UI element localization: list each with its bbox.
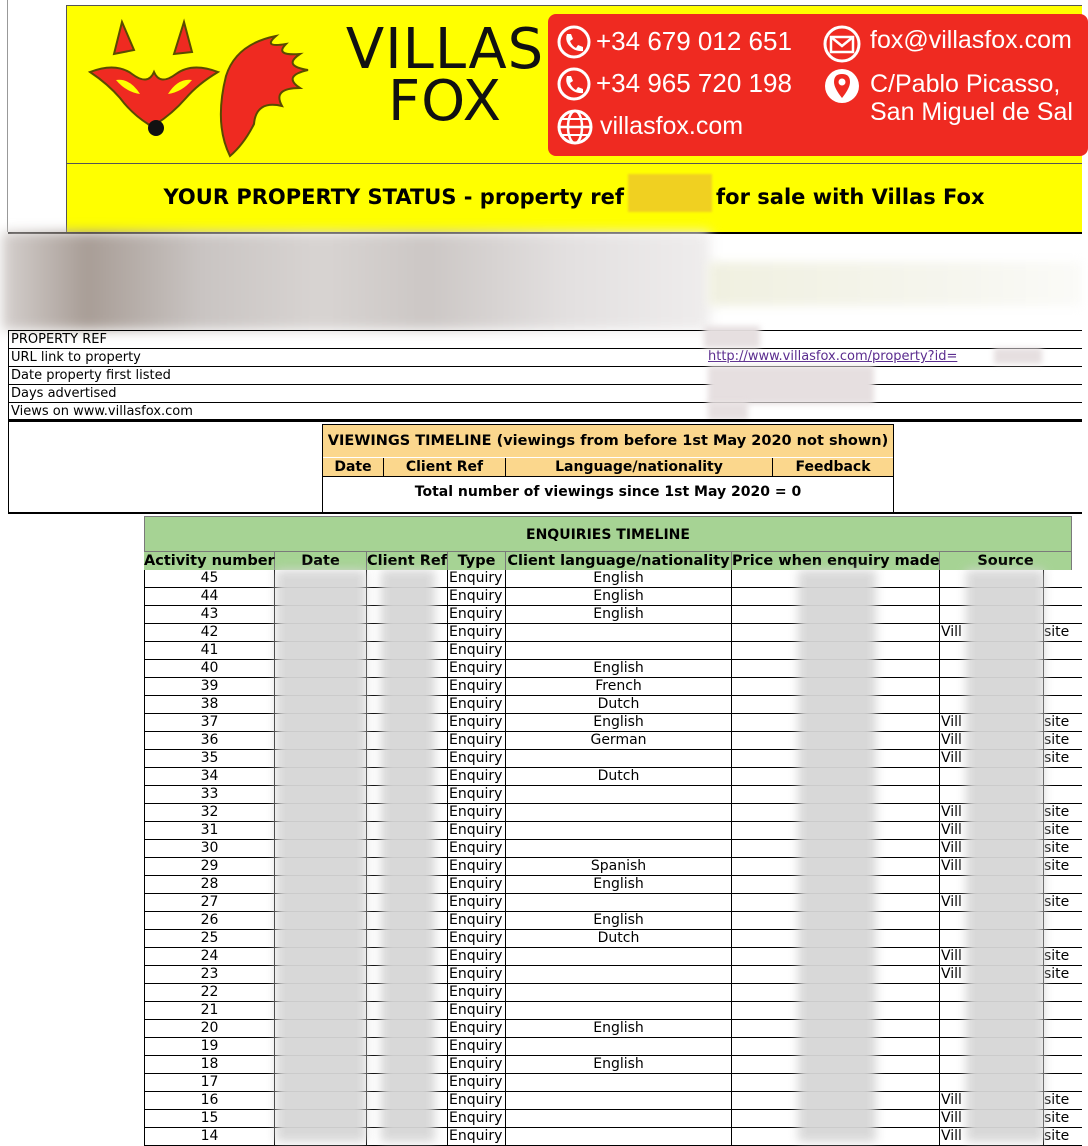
- redacted-property-ref: [704, 326, 760, 348]
- enq-col-language: Client language/nationality: [506, 552, 732, 570]
- email-link[interactable]: fox@villasfox.com: [870, 26, 1072, 54]
- type-cell: Enquiry: [448, 894, 506, 912]
- viewings-col-feedback: Feedback: [773, 458, 893, 476]
- language-cell: [506, 1074, 732, 1092]
- type-cell: Enquiry: [448, 1128, 506, 1146]
- activity-number-cell: 18: [144, 1056, 275, 1074]
- address-line-2: San Miguel de Sal: [870, 98, 1073, 126]
- brand-name: [340, 17, 550, 134]
- type-cell: Enquiry: [448, 804, 506, 822]
- language-cell: English: [506, 606, 732, 624]
- activity-number-cell: 34: [144, 768, 275, 786]
- activity-number-cell: 35: [144, 750, 275, 768]
- brand-line-1: VILLAS: [345, 17, 545, 82]
- language-cell: [506, 786, 732, 804]
- type-cell: Enquiry: [448, 822, 506, 840]
- activity-number-cell: 39: [144, 678, 275, 696]
- sheet-gridline: [7, 0, 8, 232]
- source-text-end: site: [1044, 822, 1070, 838]
- activity-number-cell: 38: [144, 696, 275, 714]
- type-cell: Enquiry: [448, 642, 506, 660]
- activity-number-cell: 27: [144, 894, 275, 912]
- activity-number-cell: 26: [144, 912, 275, 930]
- activity-number-cell: 28: [144, 876, 275, 894]
- language-cell: [506, 1002, 732, 1020]
- language-cell: English: [506, 1056, 732, 1074]
- language-cell: [506, 840, 732, 858]
- language-cell: [506, 642, 732, 660]
- language-cell: English: [506, 660, 732, 678]
- redacted-property-id: [994, 348, 1042, 364]
- language-cell: Dutch: [506, 930, 732, 948]
- activity-number-cell: 23: [144, 966, 275, 984]
- source-text-end: site: [1044, 714, 1070, 730]
- activity-number-cell: 33: [144, 786, 275, 804]
- language-cell: [506, 1038, 732, 1056]
- language-cell: German: [506, 732, 732, 750]
- activity-number-cell: 29: [144, 858, 275, 876]
- address-line-1: C/Pablo Picasso,: [870, 70, 1061, 98]
- language-cell: [506, 624, 732, 642]
- location-pin-icon: [822, 66, 862, 106]
- info-label: URL link to property: [11, 350, 141, 365]
- info-label: Views on www.villasfox.com: [11, 404, 193, 419]
- source-text-start: Vill: [941, 1092, 962, 1108]
- type-cell: Enquiry: [448, 1092, 506, 1110]
- type-cell: Enquiry: [448, 768, 506, 786]
- viewings-col-language: Language/nationality: [506, 458, 773, 476]
- enq-col-client-ref: Client Ref: [367, 553, 448, 569]
- type-cell: Enquiry: [448, 606, 506, 624]
- type-cell: Enquiry: [448, 966, 506, 984]
- source-text-start: Vill: [941, 840, 962, 856]
- type-cell: Enquiry: [448, 1056, 506, 1074]
- source-text-end: site: [1044, 732, 1070, 748]
- status-title-suffix: for sale with Villas Fox: [716, 185, 985, 209]
- redacted-date-column: [276, 570, 366, 1142]
- source-text-start: Vill: [941, 858, 962, 874]
- enq-col-date: Date: [275, 552, 367, 570]
- activity-number-cell: 30: [144, 840, 275, 858]
- source-text-start: Vill: [941, 894, 962, 910]
- language-cell: English: [506, 1020, 732, 1038]
- source-text-start: Vill: [941, 948, 962, 964]
- info-label: Days advertised: [11, 386, 117, 401]
- activity-number-cell: 41: [144, 642, 275, 660]
- type-cell: Enquiry: [448, 948, 506, 966]
- type-cell: Enquiry: [448, 1038, 506, 1056]
- phone-icon: [556, 24, 592, 60]
- brand-line-2: FOX: [387, 69, 503, 134]
- source-text-start: Vill: [941, 804, 962, 820]
- viewings-header-border: [323, 476, 893, 477]
- type-cell: Enquiry: [448, 660, 506, 678]
- source-text-end: site: [1044, 966, 1070, 982]
- redacted-address-extra: [708, 262, 1082, 306]
- viewings-col-client-ref: Client Ref: [384, 458, 506, 476]
- language-cell: [506, 1092, 732, 1110]
- source-text-start: Vill: [941, 966, 962, 982]
- language-cell: [506, 750, 732, 768]
- source-text-end: site: [1044, 804, 1070, 820]
- type-cell: Enquiry: [448, 930, 506, 948]
- activity-number-cell: 14: [144, 1128, 275, 1146]
- activity-number-cell: 36: [144, 732, 275, 750]
- language-cell: [506, 1110, 732, 1128]
- language-cell: Dutch: [506, 768, 732, 786]
- source-text-end: site: [1044, 1128, 1070, 1144]
- activity-number-cell: 42: [144, 624, 275, 642]
- source-text-start: Vill: [941, 822, 962, 838]
- type-cell: Enquiry: [448, 858, 506, 876]
- source-text-start: Vill: [941, 732, 962, 748]
- language-cell: [506, 894, 732, 912]
- phone-icon: [556, 66, 592, 102]
- redacted-ref: [628, 174, 712, 212]
- activity-number-cell: 20: [144, 1020, 275, 1038]
- activity-number-cell: 37: [144, 714, 275, 732]
- redacted-price-column: [798, 570, 876, 1142]
- enq-col-activity-number: Activity number: [144, 553, 275, 569]
- enq-col-type: Type: [448, 552, 506, 570]
- activity-number-cell: 25: [144, 930, 275, 948]
- activity-number-cell: 22: [144, 984, 275, 1002]
- source-text-end: site: [1044, 858, 1070, 874]
- type-cell: Enquiry: [448, 786, 506, 804]
- activity-number-cell: 21: [144, 1002, 275, 1020]
- activity-number-cell: 16: [144, 1092, 275, 1110]
- source-text-end: site: [1044, 624, 1070, 640]
- enq-col-source: Source: [940, 552, 1072, 570]
- redacted-views: [708, 402, 748, 420]
- language-cell: French: [506, 678, 732, 696]
- source-text-end: site: [1044, 1110, 1070, 1126]
- language-cell: Dutch: [506, 696, 732, 714]
- type-cell: Enquiry: [448, 876, 506, 894]
- type-cell: Enquiry: [448, 912, 506, 930]
- status-title-prefix: YOUR PROPERTY STATUS - property ref: [163, 185, 625, 209]
- source-text-end: site: [1044, 840, 1070, 856]
- redacted-date-listed: [708, 366, 874, 404]
- type-cell: Enquiry: [448, 1020, 506, 1038]
- info-row-days-advertised: [8, 385, 1082, 403]
- activity-number-cell: 40: [144, 660, 275, 678]
- redacted-address: [2, 232, 710, 330]
- source-text-start: Vill: [941, 1128, 962, 1144]
- language-cell: [506, 1128, 732, 1146]
- type-cell: Enquiry: [448, 1110, 506, 1128]
- viewings-title: VIEWINGS TIMELINE (viewings from before 1st May 2020 not shown): [323, 425, 893, 457]
- type-cell: Enquiry: [448, 588, 506, 606]
- language-cell: English: [506, 570, 732, 588]
- activity-number-cell: 19: [144, 1038, 275, 1056]
- type-cell: Enquiry: [448, 984, 506, 1002]
- type-cell: Enquiry: [448, 732, 506, 750]
- activity-number-cell: 45: [144, 570, 275, 588]
- source-text-end: site: [1044, 750, 1070, 766]
- activity-number-cell: 44: [144, 588, 275, 606]
- source-text-end: site: [1044, 1092, 1070, 1108]
- enq-col-price: Price when enquiry made: [732, 553, 940, 569]
- type-cell: Enquiry: [448, 678, 506, 696]
- language-cell: English: [506, 876, 732, 894]
- language-cell: [506, 822, 732, 840]
- phone-2[interactable]: +34 965 720 198: [596, 68, 792, 98]
- source-text-end: site: [1044, 894, 1070, 910]
- redacted-client-ref-column: [381, 570, 435, 1142]
- source-text-start: Vill: [941, 1110, 962, 1126]
- source-text-end: site: [1044, 948, 1070, 964]
- viewings-total: Total number of viewings since 1st May 2020 = 0: [414, 484, 802, 500]
- type-cell: Enquiry: [448, 1074, 506, 1092]
- info-label: Date property first listed: [11, 368, 171, 383]
- type-cell: Enquiry: [448, 624, 506, 642]
- info-label: PROPERTY REF: [11, 332, 107, 347]
- type-cell: Enquiry: [448, 570, 506, 588]
- language-cell: [506, 804, 732, 822]
- language-cell: Spanish: [506, 858, 732, 876]
- language-cell: [506, 948, 732, 966]
- language-cell: [506, 966, 732, 984]
- globe-icon: [556, 108, 594, 146]
- activity-number-cell: 15: [144, 1110, 275, 1128]
- activity-number-cell: 17: [144, 1074, 275, 1092]
- activity-number-cell: 24: [144, 948, 275, 966]
- activity-number-cell: 32: [144, 804, 275, 822]
- activity-number-cell: 43: [144, 606, 275, 624]
- contact-box: [548, 14, 1088, 156]
- source-text-start: Vill: [941, 750, 962, 766]
- info-bottom-border: [8, 419, 1082, 422]
- phone-1[interactable]: +34 679 012 651: [596, 26, 792, 56]
- type-cell: Enquiry: [448, 696, 506, 714]
- redacted-source-column: [966, 570, 1044, 1142]
- language-cell: English: [506, 588, 732, 606]
- language-cell: English: [506, 714, 732, 732]
- sheet-gridline: [8, 420, 9, 513]
- source-text-start: Vill: [941, 624, 962, 640]
- banner-divider: [66, 163, 1082, 164]
- type-cell: Enquiry: [448, 750, 506, 768]
- info-row-property-ref: [8, 331, 1082, 349]
- source-text-start: Vill: [941, 714, 962, 730]
- type-cell: Enquiry: [448, 1002, 506, 1020]
- viewings-col-date: Date: [323, 458, 384, 476]
- language-cell: [506, 984, 732, 1002]
- type-cell: Enquiry: [448, 714, 506, 732]
- property-status-title: [66, 184, 1082, 212]
- type-cell: Enquiry: [448, 840, 506, 858]
- property-url-link[interactable]: http://www.villasfox.com/property?id=: [708, 349, 958, 364]
- section-separator: [8, 512, 1082, 514]
- website-link[interactable]: villasfox.com: [600, 112, 744, 140]
- envelope-icon: [822, 24, 862, 64]
- info-row-date-listed: [8, 367, 1082, 385]
- fox-logo-icon: [86, 14, 336, 162]
- enquiries-title: ENQUIRIES TIMELINE: [144, 516, 1072, 552]
- activity-number-cell: 31: [144, 822, 275, 840]
- language-cell: English: [506, 912, 732, 930]
